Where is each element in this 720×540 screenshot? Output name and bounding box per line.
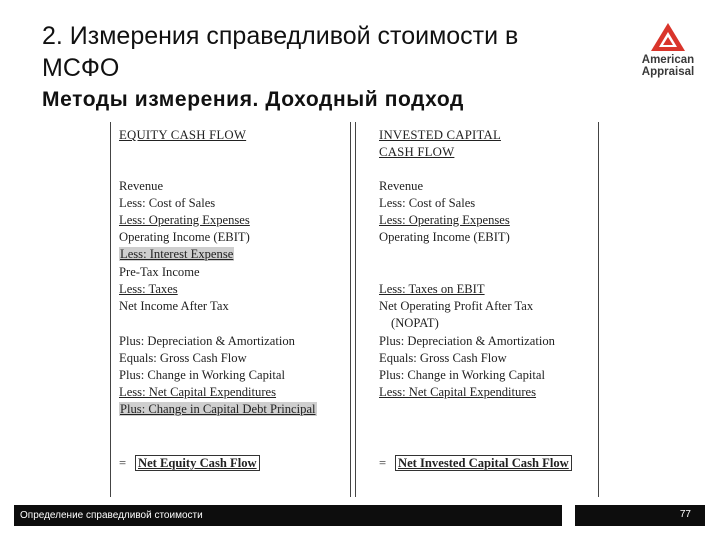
invested-capital-column	[379, 128, 594, 488]
logo-line2: Appraisal	[641, 66, 695, 78]
invested-heading-line1: INVESTED CAPITAL	[379, 128, 501, 142]
equity-line: Less: Taxes	[119, 282, 178, 296]
triangle-logo-icon	[650, 22, 686, 52]
equity-line: Operating Income (EBIT)	[119, 230, 250, 244]
equity-line: Plus: Change in Working Capital	[119, 368, 285, 382]
slide-subtitle: Методы измерения. Доходный подход	[42, 88, 464, 111]
invested-line: Less: Taxes on EBIT	[379, 282, 485, 296]
page-number: 77	[679, 509, 691, 520]
center-divider-2	[355, 122, 356, 497]
equals-sign: =	[119, 456, 127, 470]
equity-line-highlighted: Less: Interest Expense	[120, 247, 234, 261]
right-divider	[598, 122, 599, 497]
invested-line: Less: Operating Expenses	[379, 213, 510, 227]
center-divider	[350, 122, 351, 497]
invested-line: Operating Income (EBIT)	[379, 230, 510, 244]
company-logo	[632, 22, 704, 82]
invested-heading-line2: CASH FLOW	[379, 145, 455, 159]
equity-line-highlighted: Plus: Change in Capital Debt Principal	[120, 402, 316, 416]
equity-line: Less: Operating Expenses	[119, 213, 250, 227]
invested-line: Plus: Depreciation & Amortization	[379, 334, 555, 348]
invested-line: Equals: Gross Cash Flow	[379, 351, 507, 365]
equity-heading: EQUITY CASH FLOW	[119, 128, 247, 142]
invested-line: (NOPAT)	[391, 316, 439, 330]
equity-line: Less: Net Capital Expenditures	[119, 385, 277, 399]
equity-result: Net Equity Cash Flow	[135, 455, 260, 471]
equals-sign: =	[379, 456, 387, 470]
footer-text: Определение справедливой стоимости	[20, 510, 203, 521]
equity-line: Less: Cost of Sales	[119, 196, 216, 210]
equity-line: Plus: Depreciation & Amortization	[119, 334, 295, 348]
invested-line: Net Operating Profit After Tax	[379, 299, 534, 313]
page-number-box	[575, 505, 705, 526]
equity-line: Net Income After Tax	[119, 299, 229, 313]
invested-line: Less: Net Capital Expenditures	[379, 385, 537, 399]
slide-title: 2. Измерения справедливой стоимости в МСФО	[42, 22, 519, 82]
equity-line: Equals: Gross Cash Flow	[119, 351, 247, 365]
left-divider	[110, 122, 111, 497]
equity-cash-flow-column	[119, 128, 347, 488]
invested-line: Less: Cost of Sales	[379, 196, 476, 210]
invested-line: Plus: Change in Working Capital	[379, 368, 545, 382]
equity-line: Pre-Tax Income	[119, 265, 200, 279]
invested-line: Revenue	[379, 179, 424, 193]
invested-result: Net Invested Capital Cash Flow	[395, 455, 572, 471]
equity-line: Revenue	[119, 179, 164, 193]
logo-line1: American	[641, 54, 695, 66]
